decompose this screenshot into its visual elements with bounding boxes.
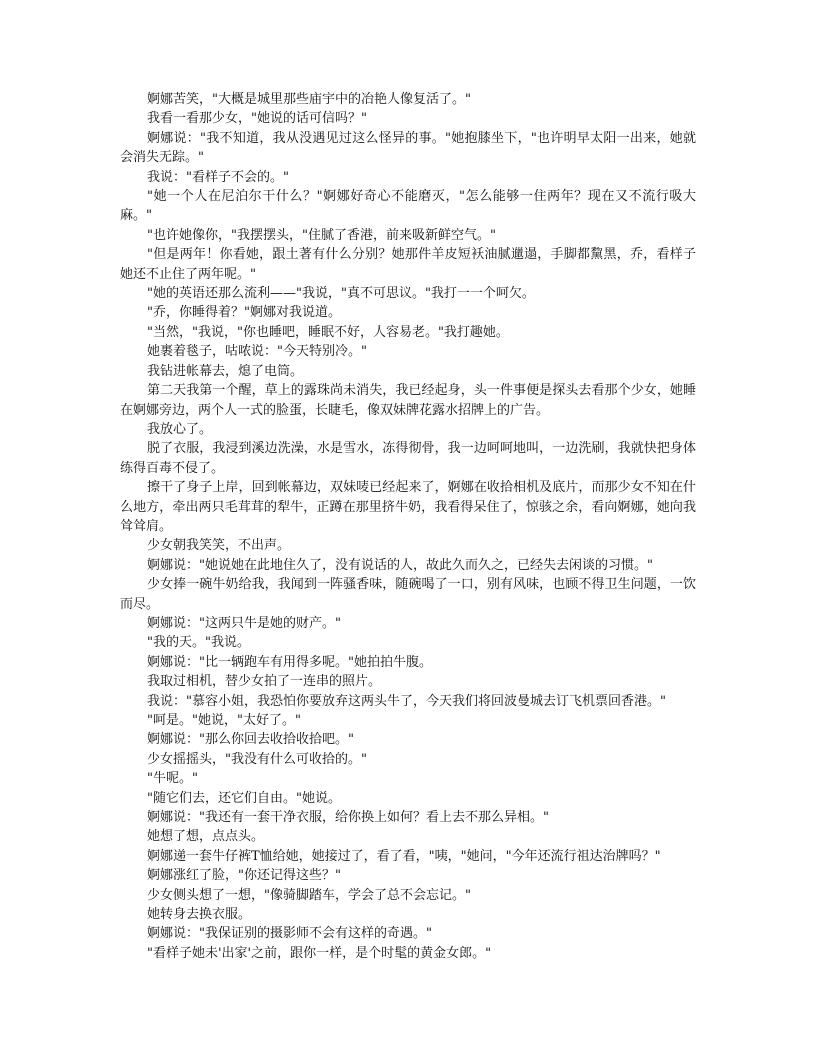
paragraph: 婀娜说："我不知道，我从没遇见过这么怪异的事。"她抱膝坐下，"也许明早太阳一出来，她就会消失无踪。" <box>120 130 696 166</box>
paragraph: "她的英语还那么流利——"我说，"真不可思议。"我打一一个呵欠。 <box>147 286 535 302</box>
paragraph: 少女朝我笑笑，不出声。 <box>147 538 291 554</box>
paragraph: "我的天。"我说。 <box>147 635 250 651</box>
paragraph: 她裹着毯子，咕哝说："今天特别冷。" <box>147 344 367 360</box>
paragraph: 我说："看样子不会的。" <box>147 169 289 185</box>
paragraph: 少女捧一碗牛奶给我，我闻到一阵骚香味，随碗喝了一口，别有风味，也顾不得卫生问题，一饮而尽。 <box>120 577 696 612</box>
paragraph: 婀娜说："她说她在此地住久了，没有说话的人，故此久而久之，已经失去闲谈的习惯。" <box>147 557 653 573</box>
paragraph: 婀娜说："我保证别的摄影师不会有这样的奇遇。" <box>147 926 432 942</box>
paragraph: "但是两年！你看她，跟土著有什么分别？她那件羊皮短袄油腻邋遢，手脚都黧黑，乔，看样子她还不止住了两年呢。" <box>120 247 696 282</box>
document-page <box>120 90 696 963</box>
paragraph: 婀娜说："我还有一套干净衣服，给你换上如何？看上去不那么异相。" <box>147 810 549 826</box>
paragraph: "她一个人在尼泊尔干什么？"婀娜好奇心不能磨灭，"怎么能够一住两年？现在又不流行吸大麻。" <box>120 189 696 224</box>
paragraph: 她想了想，点点头。 <box>147 829 265 845</box>
paragraph: "随它们去，还它们自由。"她说。 <box>147 790 341 806</box>
paragraph: 婀娜说："比一辆跑车有用得多呢。"她拍拍牛腹。 <box>147 654 432 670</box>
paragraph: 婀娜说："那么你回去收拾收拾吧。" <box>147 732 354 748</box>
paragraph: 我放心了。 <box>147 421 213 437</box>
paragraph: 我说："慕容小姐，我恐怕你要放弃这两头牛了，今天我们将回波曼城去订飞机票回香港。" <box>147 693 666 709</box>
paragraph: 少女侧头想了一想，"像骑脚踏车，学会了总不会忘记。" <box>147 887 471 903</box>
paragraph: 脱了衣服，我浸到溪边洗澡，水是雪水，冻得彻骨，我一边呵呵地叫，一边洗刷，我就快把身体练得百毒不侵了。 <box>120 441 696 476</box>
paragraph: "看样子她未'出家'之前，跟你一样，是个时髦的黄金女郎。" <box>147 945 492 961</box>
paragraph: 婀娜说："这两只牛是她的财产。" <box>147 615 341 631</box>
paragraph: 我取过相机，替少女拍了一连串的照片。 <box>147 674 382 690</box>
paragraph: 少女摇摇头，"我没有什么可收拾的。" <box>147 751 367 767</box>
paragraph: 我看一看那少女，"她说的话可信吗？" <box>147 111 367 127</box>
paragraph: "牛呢。" <box>147 771 198 787</box>
paragraph: "也许她像你，"我摆摆头，"住腻了香港，前来吸新鲜空气。" <box>147 227 496 243</box>
paragraph: "呵是。"她说，"太好了。" <box>147 713 301 728</box>
paragraph: 第二天我第一个醒，草上的露珠尚未消失，我已经起身，头一件事便是探头去看那个少女，她睡在婀娜旁边，两个人一式的脸蛋，长睫毛，像双妹牌花露水招牌上的广告。 <box>120 383 696 418</box>
paragraph: 婀娜涨红了脸，"你还记得这些？" <box>147 868 341 884</box>
paragraph: 婀娜苦笑，"大概是城里那些庙宇中的冶艳人像复活了。" <box>147 92 471 107</box>
paragraph: 我钻进帐幕去，熄了电筒。 <box>147 363 304 379</box>
paragraph: 她转身去换衣服。 <box>147 907 252 923</box>
paragraph: "乔，你睡得着？"婀娜对我说道。 <box>147 305 341 321</box>
paragraph: 婀娜递一套牛仔裤T恤给她，她接过了，看了看，"咦，"她问，"今年还流行祖达治牌吗？" <box>147 848 661 864</box>
paragraph: "当然，"我说，"你也睡吧，睡眠不好，人容易老。"我打趣她。 <box>147 324 509 340</box>
paragraph: 擦干了身子上岸，回到帐幕边，双妹唛已经起来了，婀娜在收拾相机及底片，而那少女不知在什么地方，牵出两只毛茸茸的犁牛，正蹲在那里挤牛奶，我看得呆住了，惊骇之余，看向婀娜，她向我耸耸肩。 <box>120 480 696 534</box>
